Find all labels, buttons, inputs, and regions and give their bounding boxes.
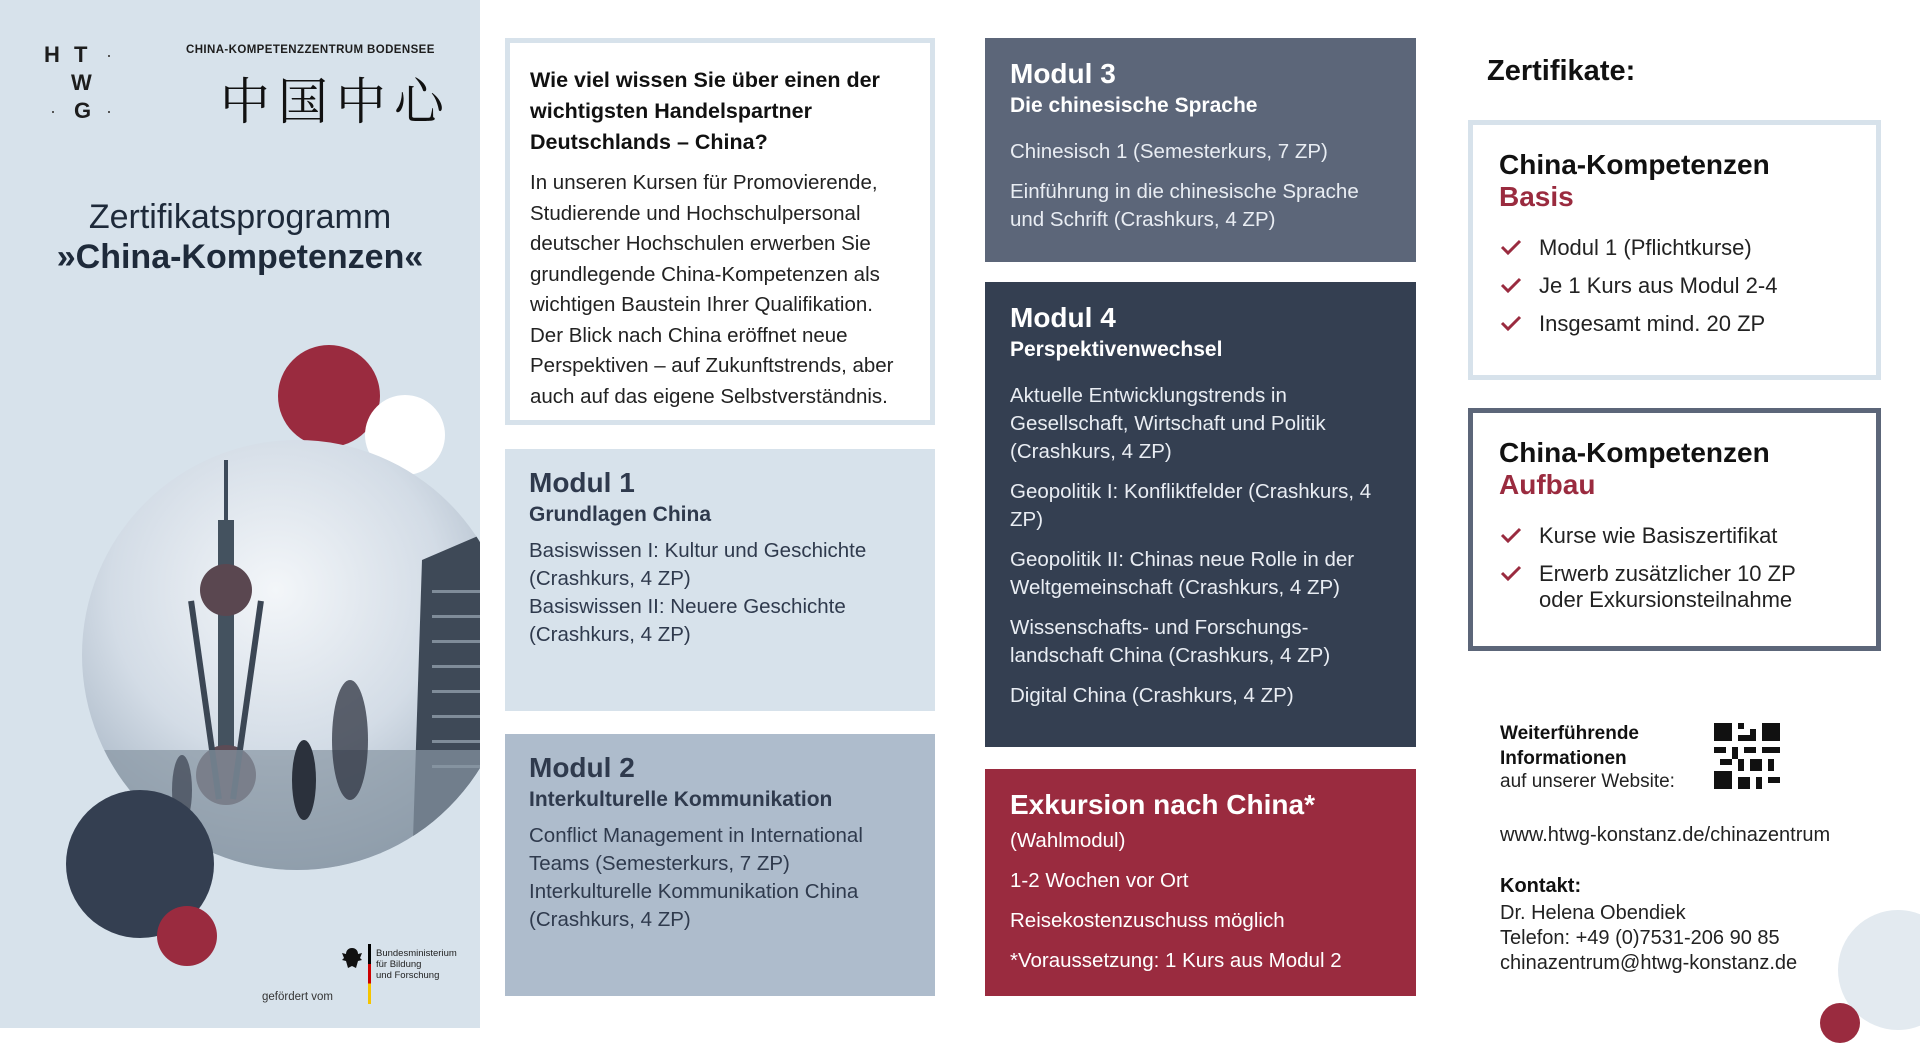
check-icon <box>1499 311 1523 335</box>
course-item: Geopolitik II: Chinas neue Rolle in der Weltgemeinschaft (Crashkurs, 4 ZP) <box>1010 548 1355 599</box>
course-item: Conflict Management in International Teams (Semesterkurs, 7 ZP) <box>529 824 863 875</box>
excursion-item: *Voraussetzung: 1 Kurs aus Modul 2 <box>1010 949 1342 972</box>
requirement-item <box>1499 311 1850 337</box>
intro-box <box>505 38 935 425</box>
htwg-letter-g: G <box>74 98 92 123</box>
certificate-aufbau-box <box>1468 408 1881 651</box>
funding-label: gefördert vom <box>262 991 333 1003</box>
course-item: Digital China (Crashkurs, 4 ZP) <box>1010 684 1294 707</box>
module-2-card <box>505 734 935 996</box>
info-subtitle: auf unserer Website: <box>1500 771 1675 792</box>
certificate-level: Aufbau <box>1499 469 1596 500</box>
excursion-item: Reisekostenzuschuss möglich <box>1010 909 1285 932</box>
htwg-letter-w: W <box>71 70 92 95</box>
module-title: Modul 1 <box>529 467 635 498</box>
certificates-heading: Zertifikate: <box>1487 55 1636 87</box>
check-icon <box>1499 561 1523 585</box>
contact-name: Dr. Helena Obendiek <box>1500 902 1686 924</box>
intro-title: Wie viel wissen Sie über einen der wichtigsten Handelspartner Deutschlands – China? <box>530 68 880 154</box>
contact-phone[interactable]: Telefon: +49 (0)7531-206 90 85 <box>1500 927 1780 949</box>
module-subtitle: Die chinesische Sprache <box>1010 94 1258 117</box>
check-icon <box>1499 235 1523 259</box>
course-item: Chinesisch 1 (Semesterkurs, 7 ZP) <box>1010 140 1328 163</box>
corner-red-circle-decoration <box>1820 1003 1860 1043</box>
module-subtitle: Perspektivenwechsel <box>1010 338 1223 361</box>
module-title: Modul 2 <box>529 752 635 783</box>
module-title: Modul 3 <box>1010 58 1116 89</box>
excursion-title: Exkursion nach China* <box>1010 789 1315 820</box>
certificate-title: China-Kompetenzen <box>1499 437 1770 468</box>
info-title <box>1500 721 1639 771</box>
title-panel <box>0 0 480 1028</box>
requirement-text: Modul 1 (Pflichtkurse) <box>1539 235 1752 260</box>
program-title-line2: »China-Kompetenzen« <box>56 238 424 276</box>
course-item: Basiswissen I: Kultur und Geschichte (Crashkurs, 4 ZP) <box>529 539 867 590</box>
contact-email[interactable]: chinazentrum@htwg-konstanz.de <box>1500 952 1798 974</box>
module-subtitle: Grundlagen China <box>529 503 712 526</box>
requirement-text: Erwerb zusätzlicher 10 ZP oder Exkursionsteilnahme <box>1539 561 1796 612</box>
qr-code-icon[interactable] <box>1714 723 1780 789</box>
ministry-line1: Bundesministerium <box>376 948 457 959</box>
check-icon <box>1499 273 1523 297</box>
requirement-item <box>1499 561 1850 613</box>
program-title-line1: Zertifikatsprogramm <box>88 198 392 236</box>
info-title-line1: Weiterführende <box>1500 723 1640 744</box>
certificate-title: China-Kompetenzen <box>1499 149 1770 180</box>
htwg-letter-t: T <box>74 42 88 67</box>
certificate-basis-box <box>1468 120 1881 380</box>
info-title-line2: Informationen <box>1500 748 1627 769</box>
module-4-card <box>985 282 1416 747</box>
ministry-line2: für Bildung <box>376 959 422 970</box>
flag-stripe <box>368 944 371 1004</box>
requirement-item <box>1499 235 1850 261</box>
htwg-letter-h: H <box>44 42 60 67</box>
course-item: Basiswissen II: Neuere Geschichte (Crashkurs, 4 ZP) <box>529 595 846 646</box>
requirement-text: Kurse wie Basiszertifikat <box>1539 523 1778 548</box>
contact-details <box>1500 901 1797 976</box>
module-1-card <box>505 449 935 711</box>
course-item: Einführung in die chinesische Sprache und Schrift (Crashkurs, 4 ZP) <box>1010 180 1359 231</box>
requirement-item <box>1499 273 1850 299</box>
excursion-card <box>985 769 1416 996</box>
module-subtitle: Interkulturelle Kommunikation <box>529 788 833 811</box>
course-item: Interkulturelle Kommunikation China (Crashkurs, 4 ZP) <box>529 880 859 931</box>
requirement-item <box>1499 523 1850 549</box>
check-icon <box>1499 523 1523 547</box>
federal-eagle-icon <box>340 946 364 972</box>
course-item: Wissenschafts- und Forschungs-landschaft China (Crashkurs, 4 ZP) <box>1010 616 1331 667</box>
course-item: Aktuelle Entwicklungstrends in Gesellschaft, Wirtschaft und Politik (Crashkurs, 4 ZP) <box>1010 384 1326 463</box>
excursion-item: 1-2 Wochen vor Ort <box>1010 869 1189 892</box>
ministry-name <box>376 948 457 981</box>
ministry-line3: und Forschung <box>376 970 440 981</box>
small-red-circle-decoration <box>157 906 217 966</box>
requirement-text: Insgesamt mind. 20 ZP <box>1539 311 1766 336</box>
center-name: CHINA-KOMPETENZZENTRUM BODENSEE <box>186 44 435 56</box>
certificate-level: Basis <box>1499 181 1574 212</box>
course-item: Geopolitik I: Konfliktfelder (Crashkurs, 4 ZP) <box>1010 480 1372 531</box>
module-title: Modul 4 <box>1010 302 1116 333</box>
requirement-text: Je 1 Kurs aus Modul 2-4 <box>1539 273 1778 298</box>
intro-body: In unseren Kursen für Promovierende, Studierende und Hochschulpersonal deutscher Hochschulen erwerben Sie grundlegende China-Kompetenzen als wichtigen Baustein Ihrer Qualifikation. Der Blick nach China eröffnet neue Perspektiven – auf Zukunftstrends, aber auch auf das eigene Selbstverständnis. <box>530 171 894 408</box>
center-chinese-name: 中国中心 <box>220 73 452 131</box>
website-link[interactable]: www.htwg-konstanz.de/chinazentrum <box>1500 824 1831 846</box>
module-3-card <box>985 38 1416 262</box>
contact-label: Kontakt: <box>1500 875 1582 897</box>
excursion-subtitle: (Wahlmodul) <box>1010 829 1126 852</box>
